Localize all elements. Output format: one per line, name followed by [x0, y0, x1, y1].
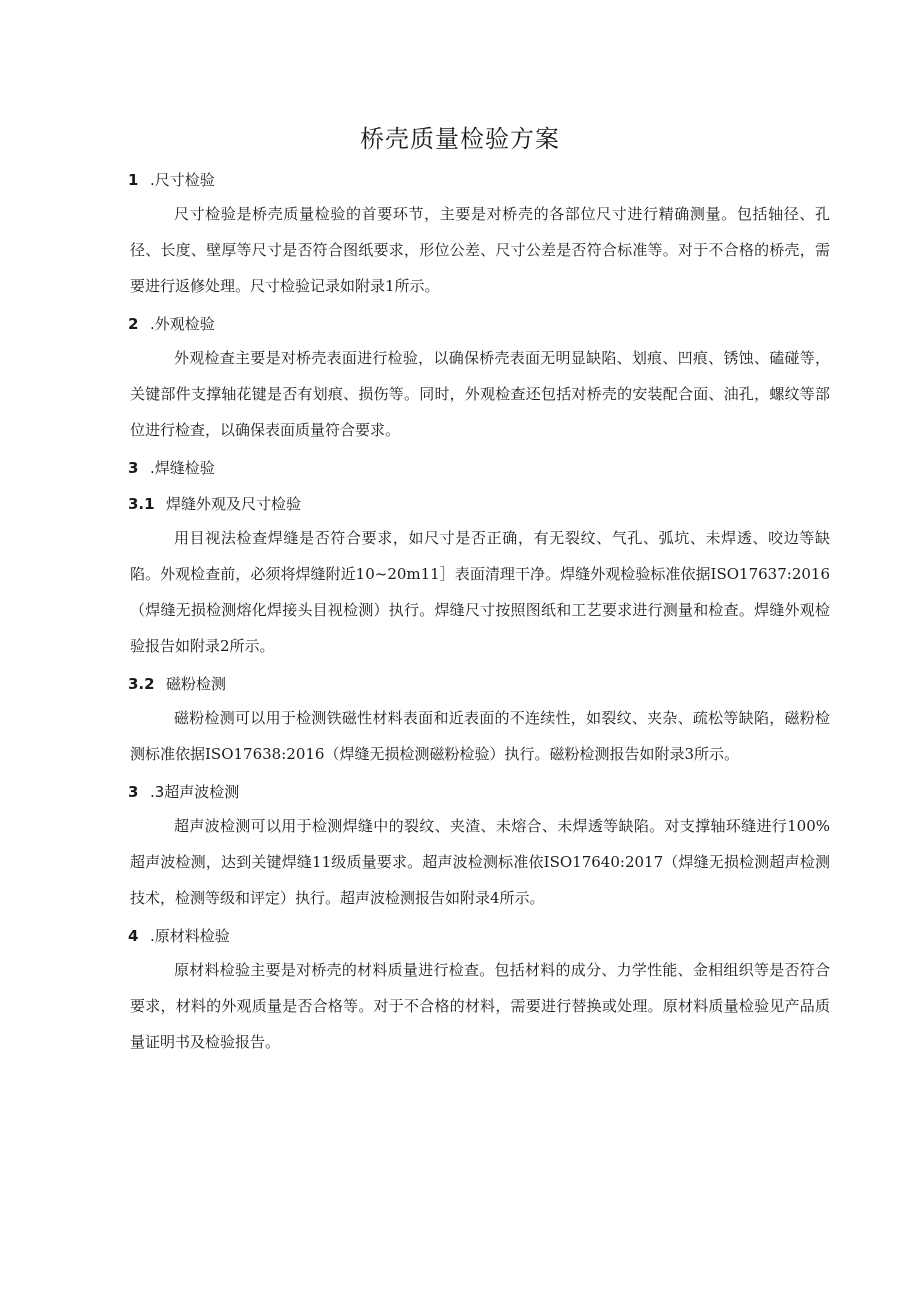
- section-heading-3-2: [128, 674, 226, 694]
- section-heading-3-3: [128, 782, 239, 802]
- section-label: .尺寸检验: [150, 171, 215, 189]
- section-number: 3.1: [128, 495, 155, 513]
- section-label: .外观检验: [150, 315, 215, 333]
- section-label: 磁粉检测: [166, 675, 227, 693]
- section-heading-2: [128, 314, 215, 334]
- section-number: 3: [128, 783, 139, 801]
- section-number: 1: [128, 171, 139, 189]
- section-paragraph-3-3: 超声波检测可以用于检测焊缝中的裂纹、夹渣、未熔合、未焊透等缺陷。对支撑轴环缝进行100%超声波检测，达到关键焊缝11级质量要求。超声波检测标准依ISO17640:2017（焊缝无损检测超声检测技术，检测等级和评定）执行。超声波检测报告如附录4所示。: [130, 817, 830, 907]
- section-label: .3超声波检测: [150, 783, 240, 801]
- section-heading-3: [128, 458, 215, 478]
- document-title: 桥壳质量检验方案: [360, 125, 560, 153]
- section-paragraph-1: 尺寸检验是桥壳质量检验的首要环节，主要是对桥壳的各部位尺寸进行精确测量。包括轴径、孔径、长度、壁厚等尺寸是否符合图纸要求，形位公差、尺寸公差是否符合标准等。对于不合格的桥壳，需要进行返修处理。尺寸检验记录如附录1所示。: [130, 205, 830, 295]
- section-label: 焊缝外观及尺寸检验: [166, 495, 302, 513]
- section-heading-1: [128, 170, 215, 190]
- section-label: .原材料检验: [150, 927, 230, 945]
- section-paragraph-4: 原材料检验主要是对桥壳的材料质量进行检查。包括材料的成分、力学性能、金相组织等是否符合要求，材料的外观质量是否合格等。对于不合格的材料，需要进行替换或处理。原材料质量检验见产品质量证明书及检验报告。: [130, 961, 830, 1051]
- section-heading-4: [128, 926, 230, 946]
- section-heading-3-1: [128, 494, 301, 514]
- section-number: 4: [128, 927, 139, 945]
- section-paragraph-3-1: 用目视法检查焊缝是否符合要求，如尺寸是否正确，有无裂纹、气孔、弧坑、未焊透、咬边等缺陷。外观检查前，必须将焊缝附近10~20m11］表面清理干净。焊缝外观检验标准依据ISO17637:2016（焊缝无损检测熔化焊接头目视检测）执行。焊缝尺寸按照图纸和工艺要求进行测量和检查。焊缝外观检验报告如附录2所示。: [130, 529, 830, 655]
- section-paragraph-2: 外观检查主要是对桥壳表面进行检验，以确保桥壳表面无明显缺陷、划痕、凹痕、锈蚀、磕碰等，关键部件支撑轴花键是否有划痕、损伤等。同时，外观检查还包括对桥壳的安装配合面、油孔，螺纹等部位进行检查，以确保表面质量符合要求。: [130, 349, 830, 439]
- section-number: 2: [128, 315, 139, 333]
- section-paragraph-3-2: 磁粉检测可以用于检测铁磁性材料表面和近表面的不连续性，如裂纹、夹杂、疏松等缺陷，磁粉检测标准依据ISO17638:2016（焊缝无损检测磁粉检验）执行。磁粉检测报告如附录3所示。: [130, 709, 830, 763]
- section-number: 3.2: [128, 675, 155, 693]
- section-label: .焊缝检验: [150, 459, 215, 477]
- section-number: 3: [128, 459, 139, 477]
